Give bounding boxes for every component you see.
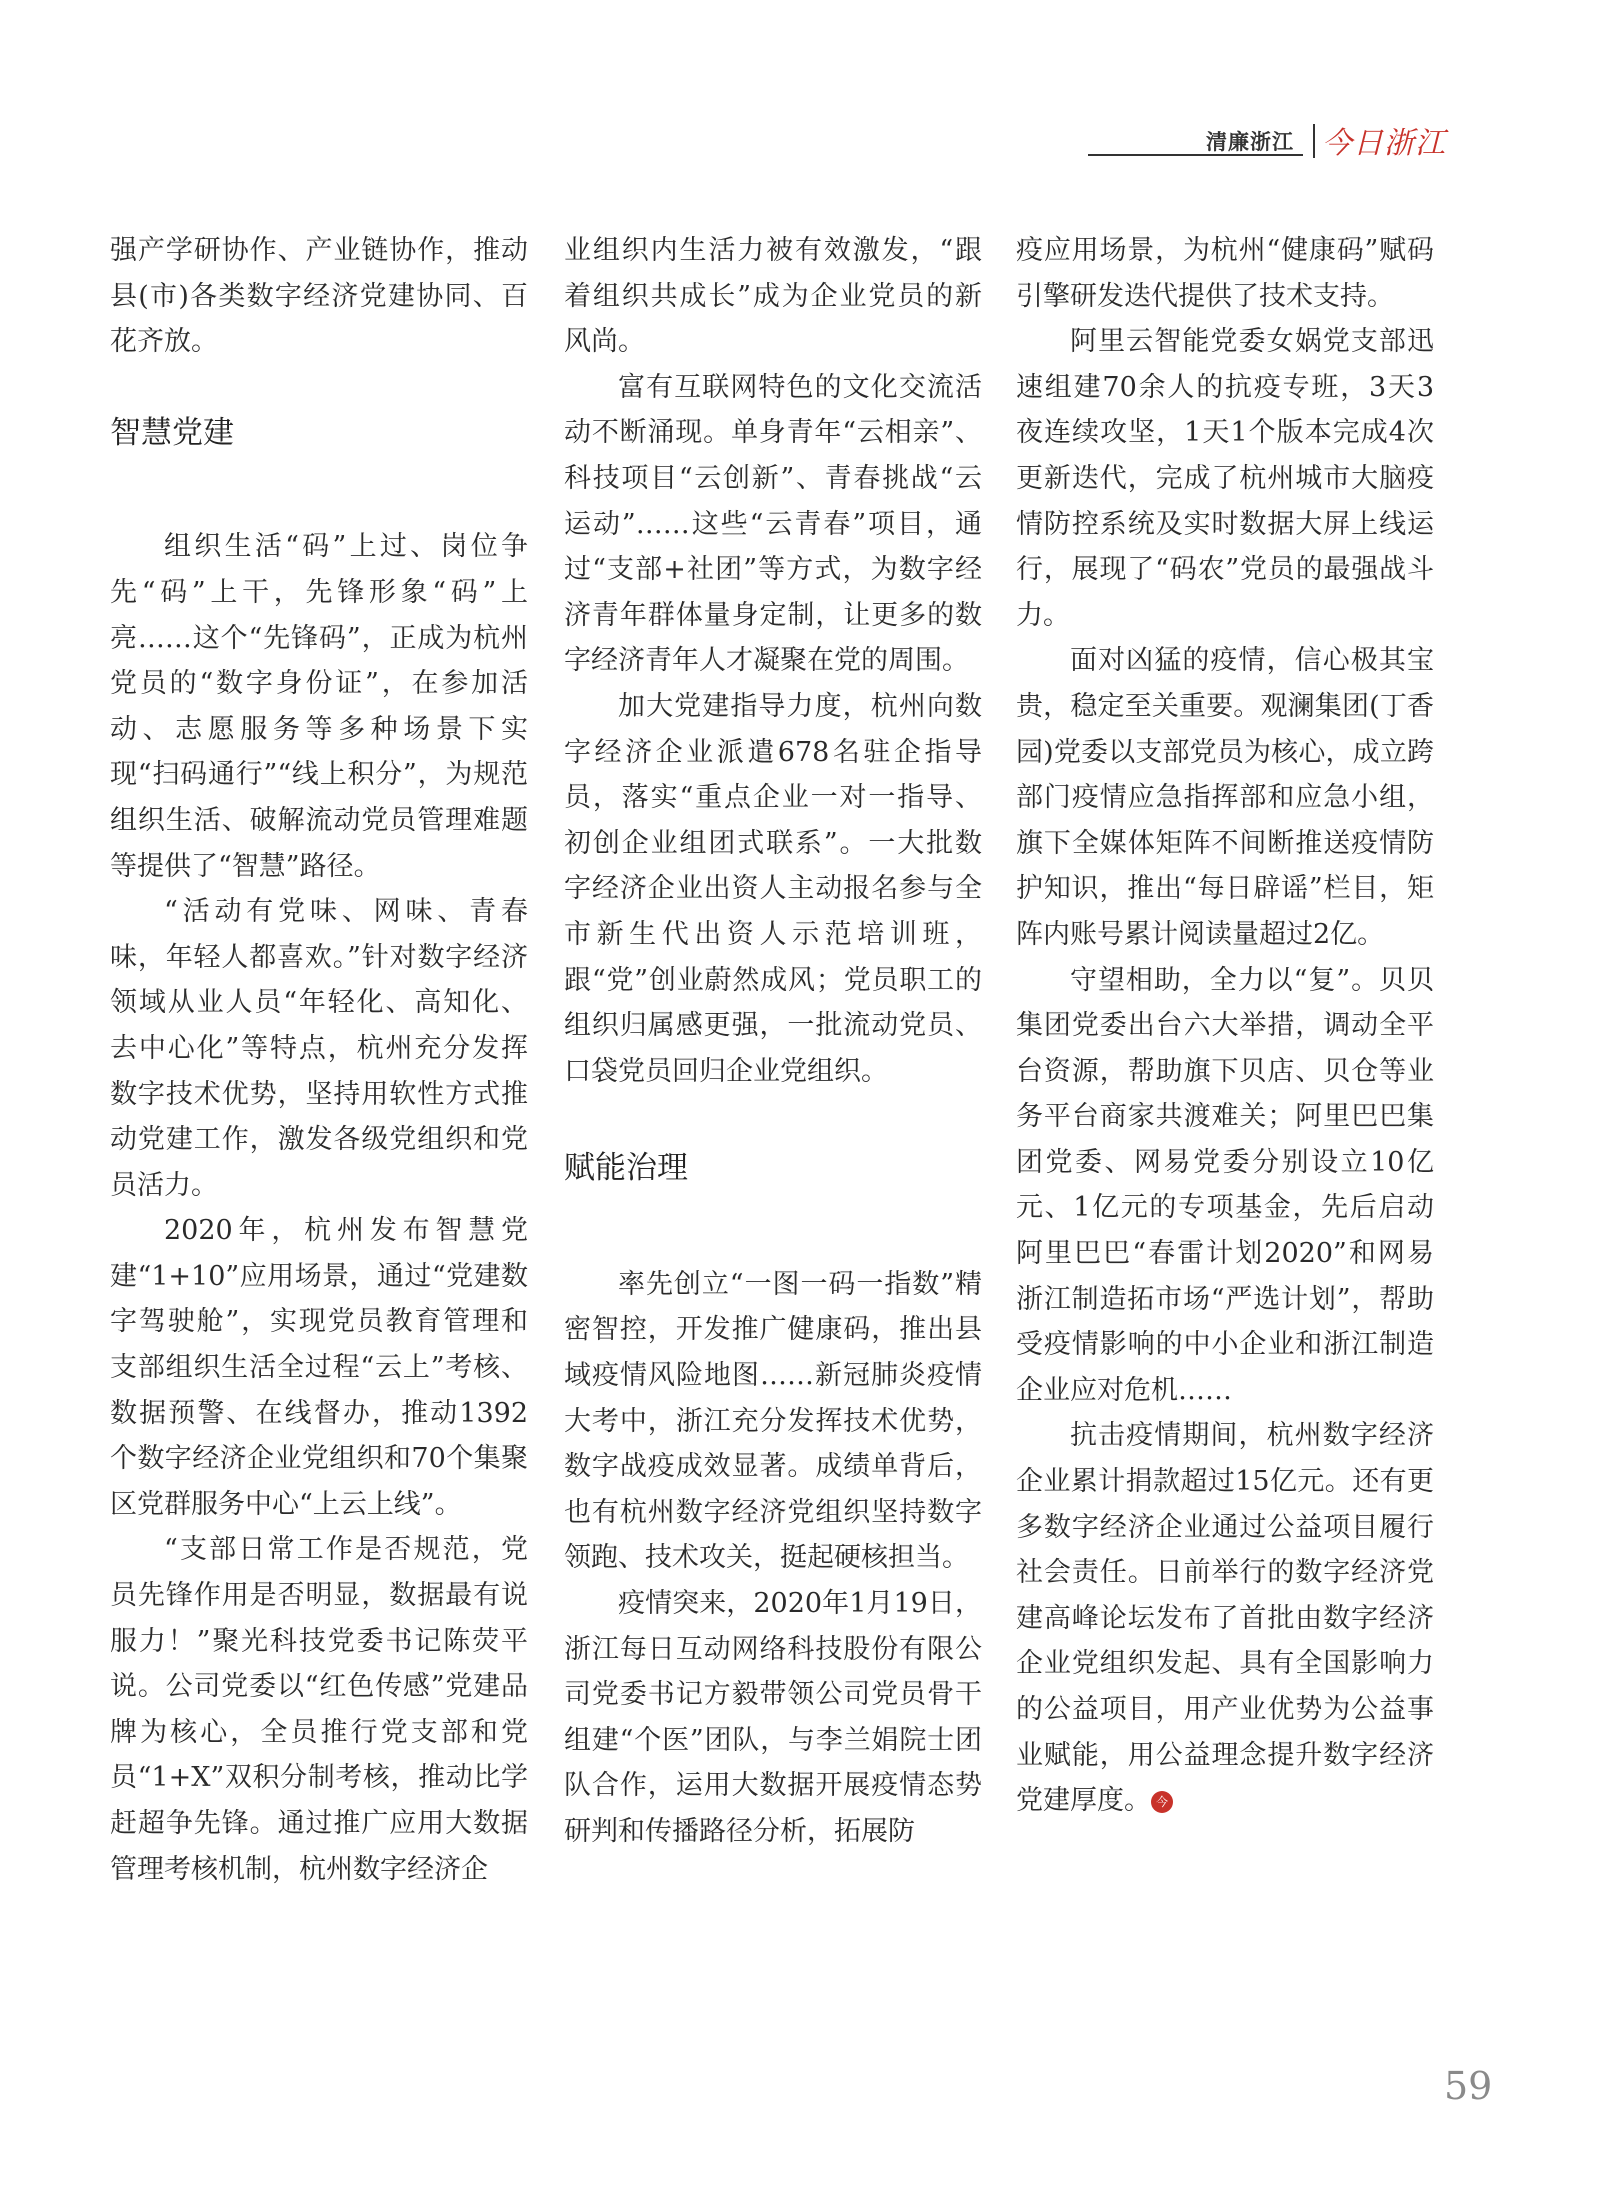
paragraph: 业组织内生活力被有效激发，“跟着组织共成长”成为企业党员的新风尚。: [564, 235, 982, 358]
article-end-icon: 今: [1151, 1791, 1173, 1813]
paragraph: 阿里云智能党委女娲党支部迅速组建70余人的抗疫专班，3天3夜连续攻坚，1天1个版本完成4次更新迭代，完成了杭州城市大脑疫情防控系统及实时数据大屏上线运行，展现了“码农”党员的最强战斗力。: [1016, 326, 1434, 631]
section-title: 清廉浙江: [1206, 130, 1294, 154]
paragraph: 率先创立“一图一码一指数”精密智控，开发推广健康码，推出县域疫情风险地图……新冠肺炎疫情大考中，浙江充分发挥技术优势，数字战疫成效显著。成绩单背后，也有杭州数字经济党组织坚持数字领跑、技术攻关，挺起硬核担当。: [564, 1268, 982, 1574]
section-heading-empower-governance: 赋能治理: [564, 1150, 688, 1187]
paragraph: 强产学研协作、产业链协作，推动县(市)各类数字经济党建协同、百花齐放。: [110, 235, 528, 358]
paragraph: 守望相助，全力以“复”。贝贝集团党委出台六大举措，调动全平台资源，帮助旗下贝店、贝仓等业务平台商家共渡难关；阿里巴巴集团党委、网易党委分别设立10亿元、1亿元的专项基金，先后启动阿里巴巴“春雷计划2020”和网易浙江制造拓市场“严选计划”，帮助受疫情影响的中小企业和浙江制造企业应对危机……: [1016, 964, 1434, 1406]
article-column-1: [110, 228, 528, 1892]
paragraph: 2020年，杭州发布智慧党建“1+10”应用场景，通过“党建数字驾驶舱”，实现党员教育管理和支部组织生活全过程“云上”考核、数据预警、在线督办，推动1392个数字经济企业党组织和70个集聚区党群服务中心“上云上线”。: [110, 1215, 528, 1520]
paragraph-final: [1016, 1413, 1434, 1823]
section-heading-smart-party: 智慧党建: [110, 414, 234, 451]
paragraph: 加大党建指导力度，杭州向数字经济企业派遣678名驻企指导员，落实“重点企业一对一指导、初创企业组团式联系”。一大批数字经济企业出资人主动报名参与全市新生代出资人示范培训班，跟“党”创业蔚然成风；党员职工的组织归属感更强，一批流动党员、口袋党员回归企业党组织。: [564, 690, 982, 1087]
paragraph: 疫情突来，2020年1月19日，浙江每日互动网络科技股份有限公司党委书记方毅带领公司党员骨干组建“个医”团队，与李兰娟院士团队合作，运用大数据开展疫情态势研判和传播路径分析，拓展防: [564, 1588, 982, 1847]
paragraph: 面对凶猛的疫情，信心极其宝贵，稳定至关重要。观澜集团(丁香园)党委以支部党员为核心，成立跨部门疫情应急指挥部和应急小组，旗下全媒体矩阵不间断推送疫情防护知识，推出“每日辟谣”栏目，矩阵内账号累计阅读量超过2亿。: [1016, 645, 1434, 950]
header-divider: [1313, 124, 1315, 158]
paragraph: 富有互联网特色的文化交流活动不断涌现。单身青年“云相亲”、科技项目“云创新”、青春挑战“云运动”……这些“云青春”项目，通过“支部+社团”等方式，为数字经济青年群体量身定制，让更多的数字经济青年人才凝聚在党的周围。: [564, 371, 982, 677]
article-column-2: [564, 228, 982, 1855]
paragraph: 疫应用场景，为杭州“健康码”赋码引擎研发迭代提供了技术支持。: [1016, 235, 1434, 312]
paragraph: “活动有党味、网味、青春味，年轻人都喜欢。”针对数字经济领域从业人员“年轻化、高知化、去中心化”等特点，杭州充分发挥数字技术优势，坚持用软性方式推动党建工作，激发各级党组织和党员活力。: [110, 896, 528, 1201]
page-number: 59: [1444, 2064, 1493, 2108]
paragraph: 组织生活“码”上过、岗位争先“码”上干，先锋形象“码”上亮……这个“先锋码”，正成为杭州党员的“数字身份证”，在参加活动、志愿服务等多种场景下实现“扫码通行”“线上积分”，为规范组织生活、破解流动党员管理难题等提供了“智慧”路径。: [110, 531, 528, 882]
magazine-logo: 今日浙江: [1322, 126, 1446, 161]
paragraph: “支部日常工作是否规范，党员先锋作用是否明显，数据最有说服力！”聚光科技党委书记陈荧平说。公司党委以“红色传感”党建品牌为核心，全员推行党支部和党员“1+X”双积分制考核，推动比学赶超争先锋。通过推广应用大数据管理考核机制，杭州数字经济企: [110, 1534, 528, 1885]
paragraph-text: 抗击疫情期间，杭州数字经济企业累计捐款超过15亿元。还有更多数字经济企业通过公益项目履行社会责任。日前举行的数字经济党建高峰论坛发布了首批由数字经济企业党组织发起、具有全国影响力的公益项目，用产业优势为公益事业赋能，用公益理念提升数字经济党建厚度。: [1016, 1420, 1434, 1817]
article-column-3: [1016, 228, 1434, 1824]
